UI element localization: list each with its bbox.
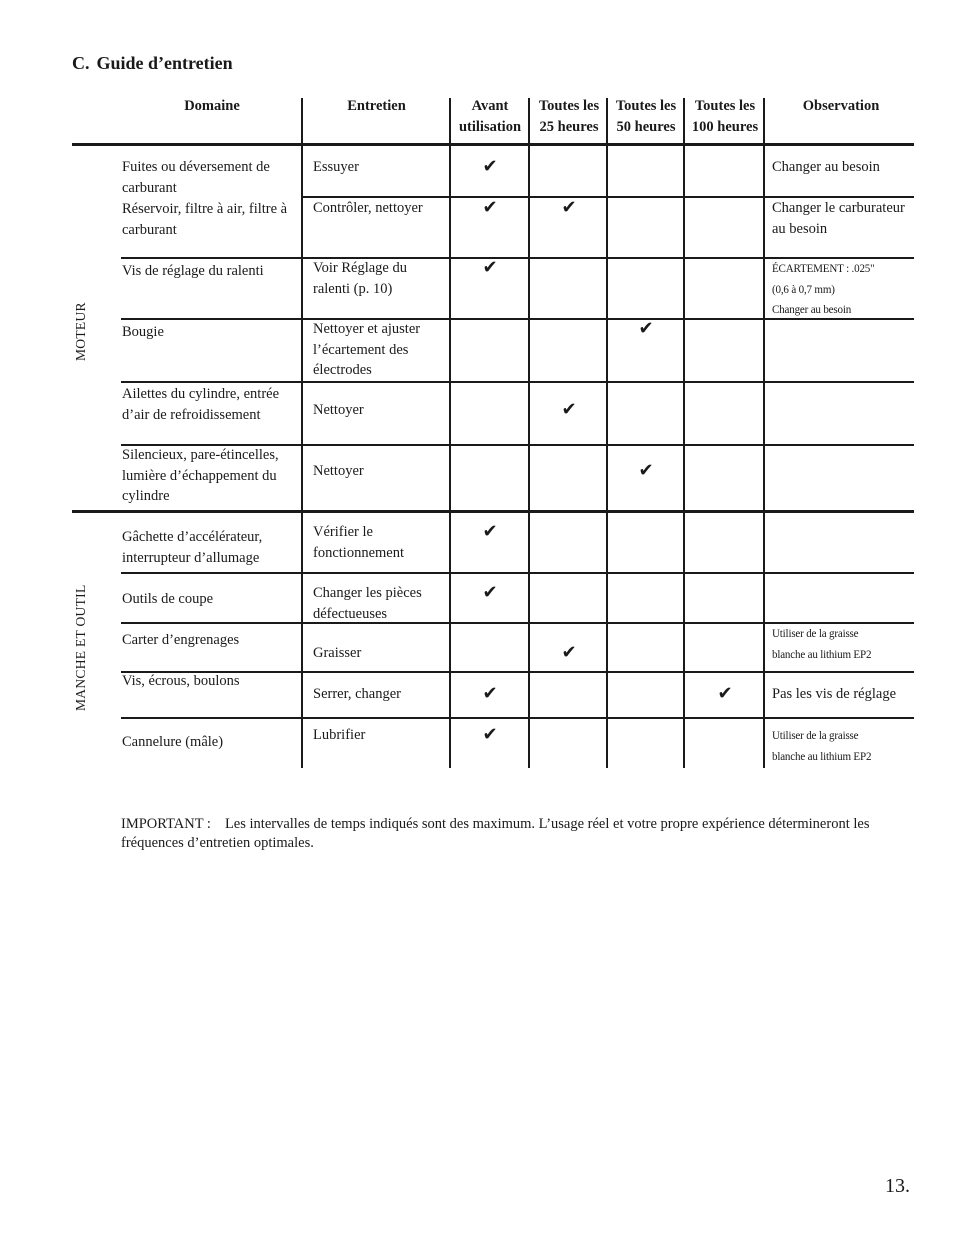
header-avant	[451, 96, 529, 138]
divider	[121, 572, 914, 574]
check-mark: ✔	[482, 156, 498, 177]
domaine-cell: Carter d’engrenages	[122, 632, 240, 648]
observation-line: ÉCARTEMENT : .025"	[772, 261, 875, 275]
domaine-cell: Silencieux, pare-étincelles, lumière d’échappement du cylindre	[122, 447, 279, 504]
domaine-cell: Outils de coupe	[122, 591, 214, 607]
entretien-cell: Lubrifier	[313, 727, 366, 743]
observation-cell: Changer le carburateur au besoin	[772, 200, 905, 237]
check-mark: ✔	[482, 257, 498, 278]
header-avant-line1: Avant	[471, 98, 509, 114]
note-text: Les intervalles de temps indiqués sont des maximum. L’usage réel et votre propre expérience détermineront les fréquences d’entretien optimales.	[121, 816, 870, 851]
important-note	[121, 815, 913, 852]
check-mark: ✔	[482, 724, 498, 745]
header-25h-line2: 25 heures	[539, 119, 599, 135]
header-avant-line2: utilisation	[458, 119, 522, 135]
observation-line: blanche au lithium EP2	[772, 646, 872, 661]
entretien-cell: Nettoyer	[313, 402, 364, 418]
observation-line: Changer au besoin	[772, 302, 852, 316]
domaine-cell: Vis, écrous, boulons	[122, 673, 240, 689]
observation-line: Utiliser de la graisse	[772, 626, 859, 640]
observation-line: Utiliser de la graisse	[772, 728, 859, 742]
note-label: IMPORTANT :	[121, 816, 211, 832]
domaine-cell: Réservoir, filtre à air, filtre à carburant	[122, 201, 288, 238]
check-mark: ✔	[638, 318, 654, 339]
check-mark: ✔	[482, 683, 498, 704]
section-title: Guide d’entretien	[96, 53, 233, 73]
header-observation: Observation	[802, 98, 880, 114]
section-letter: C.	[72, 53, 90, 73]
header-50h-line2: 50 heures	[616, 119, 676, 135]
observation-cell	[772, 258, 910, 320]
check-mark: ✔	[717, 683, 733, 704]
divider	[72, 143, 914, 146]
header-100h	[685, 96, 765, 138]
section-heading	[72, 53, 233, 74]
domaine-cell: Gâchette d’accélérateur, interrupteur d’allumage	[122, 529, 263, 566]
domaine-cell: Vis de réglage du ralenti	[122, 263, 264, 279]
check-mark: ✔	[561, 197, 577, 218]
divider	[121, 717, 914, 719]
observation-cell: Changer au besoin	[772, 159, 880, 175]
group-label-moteur: MOTEUR	[73, 302, 88, 361]
header-50h	[608, 96, 684, 138]
observation-cell: Pas les vis de réglage	[772, 686, 897, 702]
entretien-cell: Contrôler, nettoyer	[313, 200, 423, 216]
observation-cell	[772, 623, 910, 664]
entretien-cell: Essuyer	[313, 159, 359, 175]
domaine-cell: Cannelure (mâle)	[122, 734, 224, 750]
group-label-manche-et-outil: MANCHE ET OUTIL	[73, 584, 88, 711]
domaine-cell: Bougie	[122, 324, 164, 340]
observation-line: (0,6 à 0,7 mm)	[772, 281, 835, 296]
divider	[72, 510, 914, 513]
entretien-cell: Graisser	[313, 645, 362, 661]
check-mark: ✔	[482, 197, 498, 218]
header-100h-line2: 100 heures	[691, 119, 759, 135]
entretien-cell: Changer les pièces défectueuses	[313, 585, 422, 622]
check-mark: ✔	[482, 521, 498, 542]
header-domaine: Domaine	[184, 98, 240, 114]
divider	[763, 98, 765, 768]
observation-cell	[772, 725, 910, 766]
header-25h-line1: Toutes les	[538, 98, 600, 114]
header-25h	[530, 96, 608, 138]
entretien-cell: Serrer, changer	[313, 686, 401, 702]
entretien-cell: Nettoyer	[313, 463, 364, 479]
check-mark: ✔	[561, 642, 577, 663]
check-mark: ✔	[638, 460, 654, 481]
observation-line: blanche au lithium EP2	[772, 748, 872, 763]
check-mark: ✔	[561, 399, 577, 420]
divider	[683, 98, 685, 768]
entretien-cell: Voir Réglage du ralenti (p. 10)	[313, 260, 407, 297]
page-number: 13.	[885, 1175, 910, 1197]
entretien-cell: Nettoyer et ajuster l’écartement des électrodes	[313, 321, 421, 378]
header-100h-line1: Toutes les	[694, 98, 756, 114]
header-50h-line1: Toutes les	[615, 98, 677, 114]
divider	[121, 381, 914, 383]
header-entretien: Entretien	[347, 98, 406, 114]
check-mark: ✔	[482, 582, 498, 603]
entretien-cell: Vérifier le fonctionnement	[313, 524, 405, 561]
domaine-cell: Ailettes du cylindre, entrée d’air de refroidissement	[122, 386, 280, 423]
domaine-cell: Fuites ou déversement de carburant	[122, 159, 270, 196]
